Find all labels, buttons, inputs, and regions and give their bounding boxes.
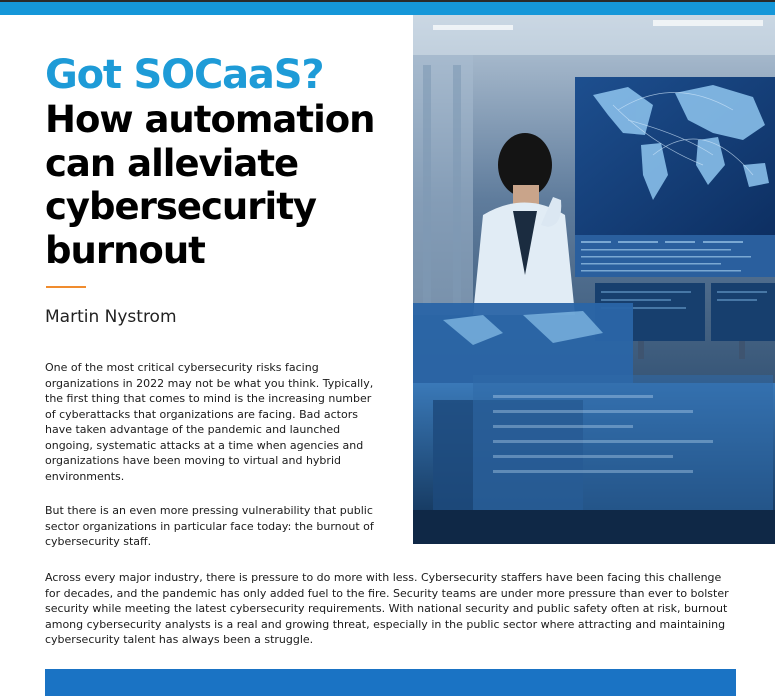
quote-callout-box: [45, 669, 736, 696]
author-name: Martin Nystrom: [45, 307, 177, 327]
title-divider: [46, 286, 86, 288]
body-paragraph-1: One of the most critical cybersecurity risks facing organizations in 2022 may not be what you think. Typically, the first thing that comes to mind is the increasing number of cyberattacks that organizations are facing. Bad actors have taken advantage of the pandemic and launched ongoing, systematic attacks at a time when agencies and organizations have been moving to virtual and hybrid environments.: [45, 361, 374, 483]
page-title: How automation can alleviate cybersecurity burnout: [45, 98, 375, 272]
body-paragraph-2: But there is an even more pressing vulnerability that public sector organizations in particular face today: the burnout of cybersecurity staff.: [45, 504, 374, 548]
security-operations-center-photo: [413, 15, 775, 544]
top-color-bar: [0, 0, 775, 15]
title-accent: Got SOCaaS?: [45, 52, 324, 98]
body-paragraph-3: Across every major industry, there is pressure to do more with less. Cybersecurity staffers have been facing this challenge for decades, and the pandemic has only added fuel to the fire. Security teams are under more pressure than ever to bolster security while meeting the latest cybersecurity requirements. With national security and public safety often at risk, burnout among cybersecurity analysts is a real and growing threat, especially in the public sector where attracting and maintaining cybersecurity talent has always been a struggle.: [45, 571, 729, 646]
hero-photo: [413, 15, 775, 544]
